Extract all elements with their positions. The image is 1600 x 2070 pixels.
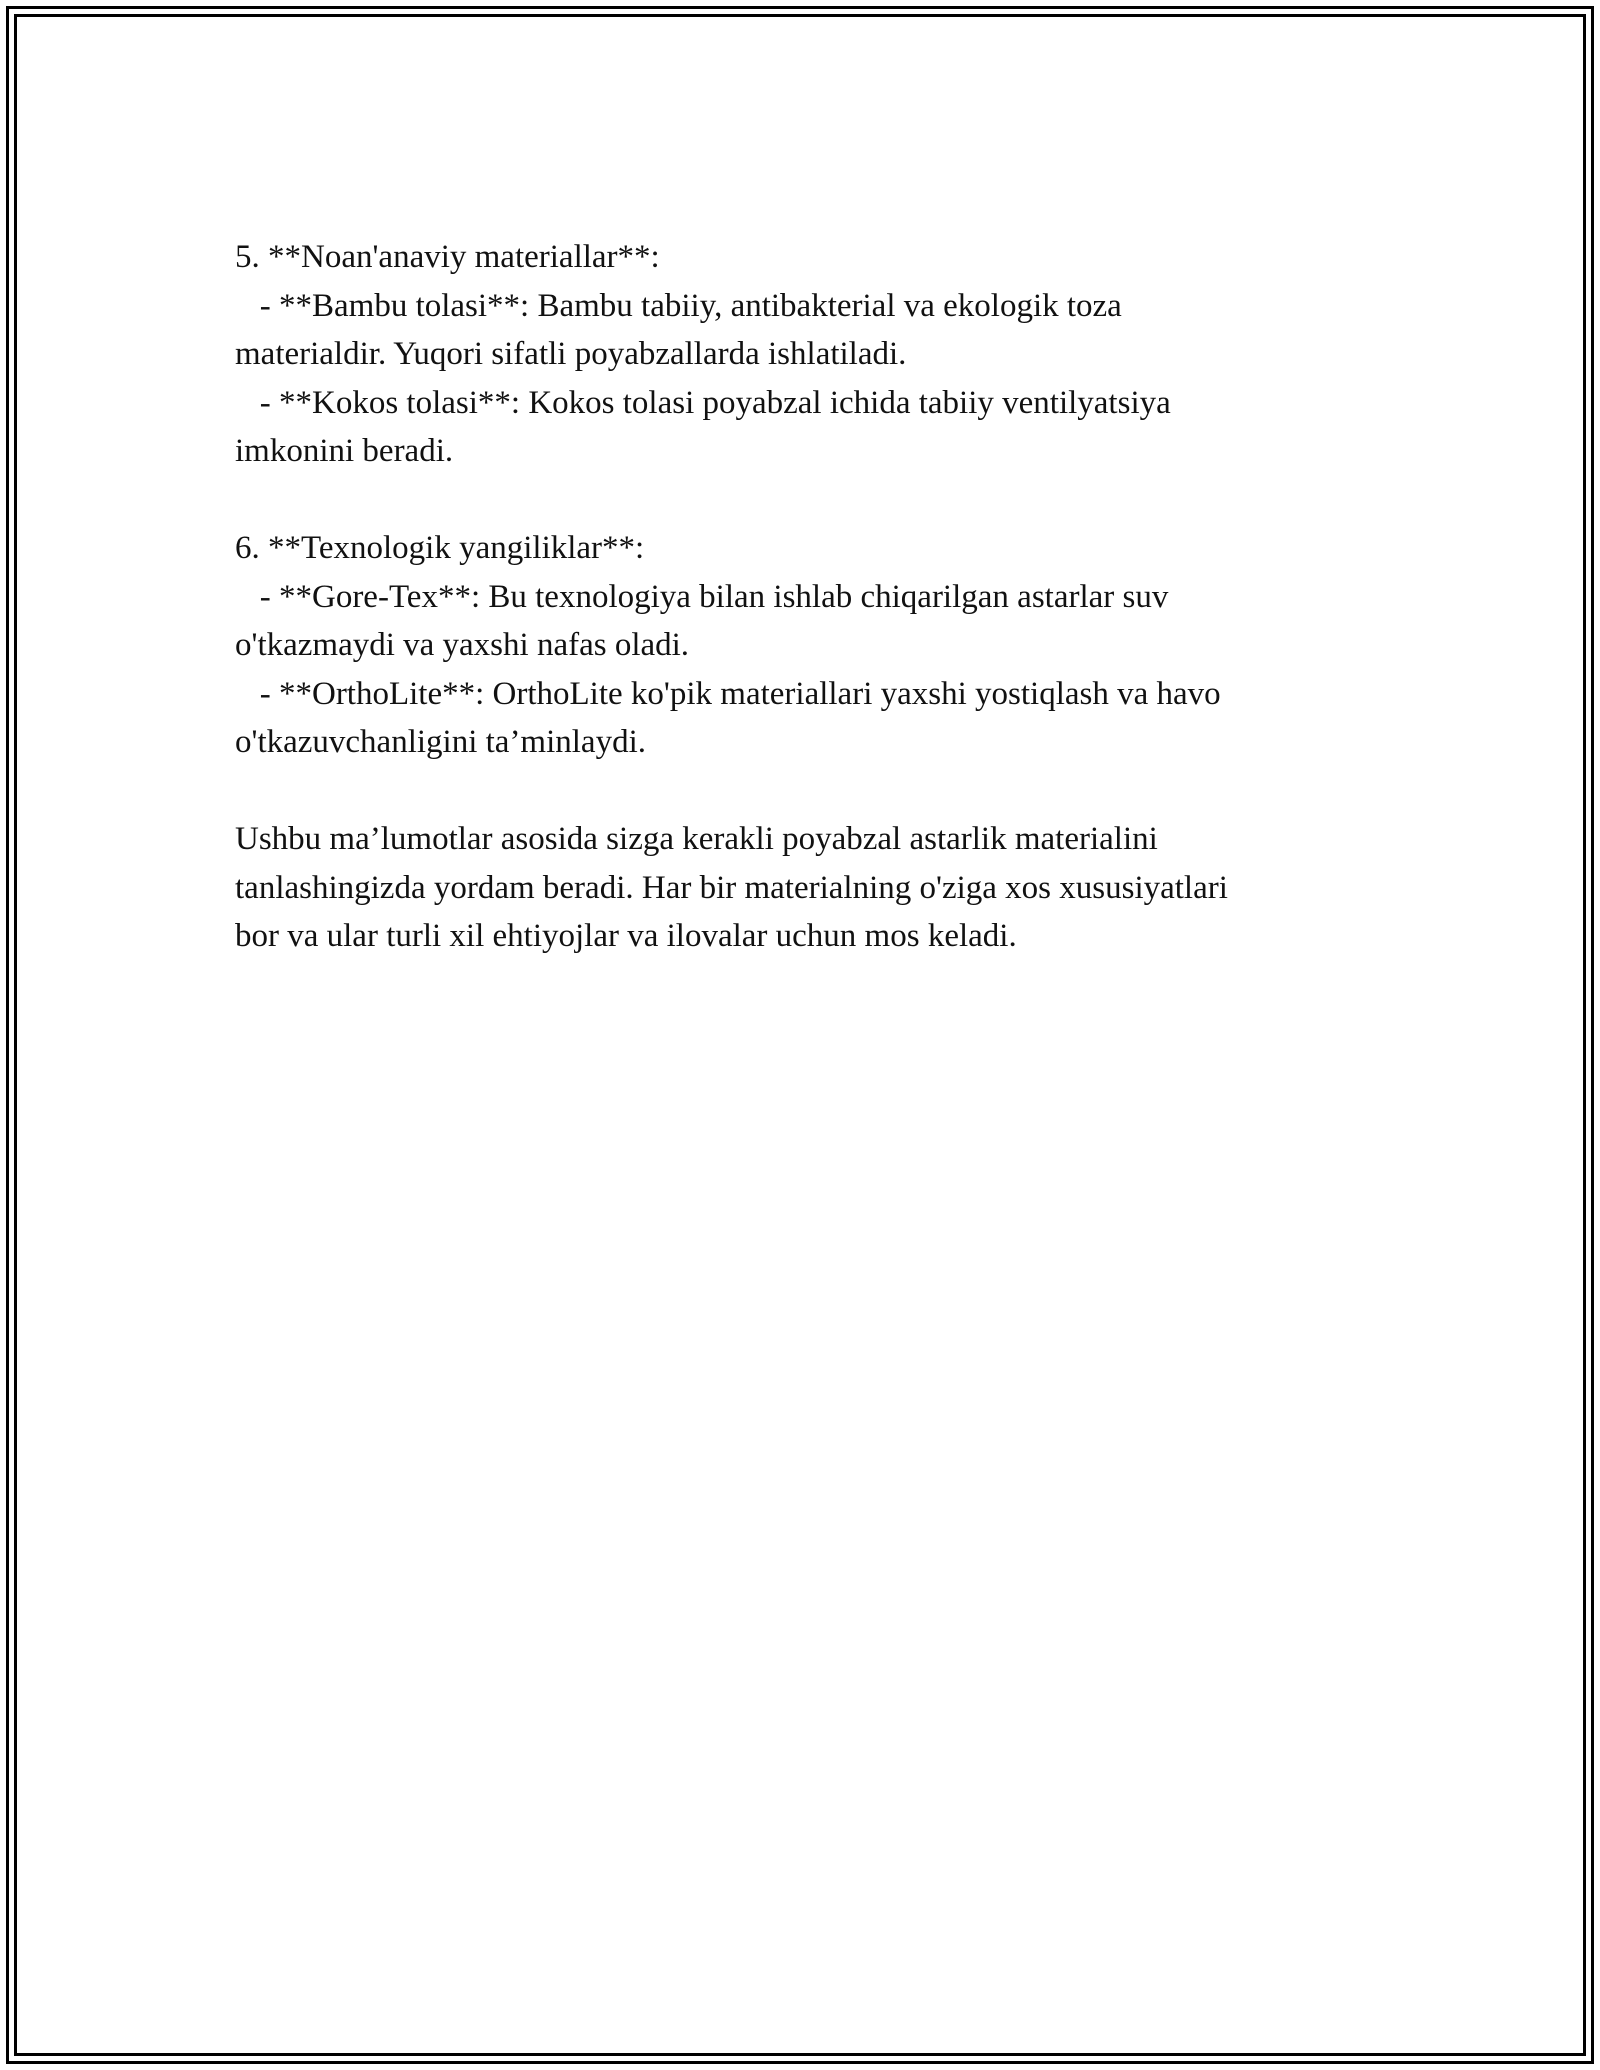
goretex-item-line-1: - **Gore-Tex**: Bu texnologiya bilan ishlab chiqarilgan astarlar suv bbox=[235, 578, 1169, 615]
section-6-heading: 6. **Texnologik yangiliklar**: bbox=[235, 530, 645, 566]
ortholite-item-line-2: o'tkazuvchanligini ta’minlaydi. bbox=[235, 724, 647, 760]
goretex-item-line-2: o'tkazmaydi va yaxshi nafas oladi. bbox=[235, 627, 690, 663]
document-body bbox=[235, 233, 1395, 961]
paragraph-spacer bbox=[235, 767, 1395, 816]
ortholite-item-line-1: - **OrthoLite**: OrthoLite ko'pik materiallari yaxshi yostiqlash va havo bbox=[235, 675, 1221, 712]
conclusion-line-2: tanlashingizda yordam beradi. Har bir materialning o'ziga xos xususiyatlari bbox=[235, 869, 1228, 906]
paragraph-spacer bbox=[235, 476, 1395, 525]
bambu-item-line-1: - **Bambu tolasi**: Bambu tabiiy, antibakterial va ekologik toza bbox=[235, 287, 1122, 324]
bambu-item-line-2: materialdir. Yuqori sifatli poyabzallarda ishlatiladi. bbox=[235, 336, 907, 372]
section-5-heading: 5. **Noan'anaviy materiallar**: bbox=[235, 239, 660, 275]
conclusion-line-1: Ushbu ma’lumotlar asosida sizga kerakli poyabzal astarlik materialini bbox=[235, 821, 1158, 857]
kokos-item-line-2: imkonini beradi. bbox=[235, 433, 454, 469]
kokos-item-line-1: - **Kokos tolasi**: Kokos tolasi poyabzal ichida tabiiy ventilyatsiya bbox=[235, 384, 1171, 421]
conclusion-line-3: bor va ular turli xil ehtiyojlar va ilovalar uchun mos keladi. bbox=[235, 918, 1017, 954]
